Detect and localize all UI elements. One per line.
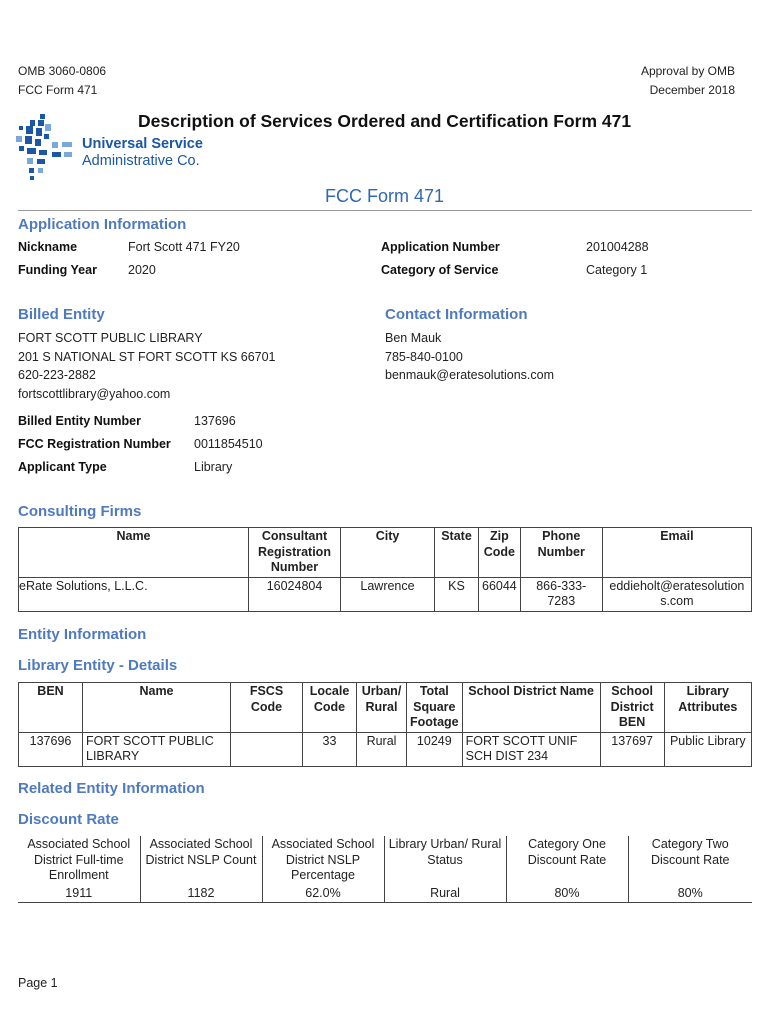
contact-name: Ben Mauk [385,331,442,345]
consultant-state: KS [435,577,479,611]
omb-number: OMB 3060-0806 [18,64,107,78]
category-two-rate-value: 80% [628,885,752,903]
form-title: FCC Form 471 [325,186,445,206]
form-name: FCC Form 471 [18,83,98,97]
header-urban-rural-status: Library Urban/ Rural Status [384,836,506,885]
entity-fscs-code [231,732,303,766]
header-enrollment: Associated School District Full-time Enrollment [27,837,131,882]
header-school-district-ben: School District BEN [600,683,664,733]
entity-school-district-ben: 137697 [600,732,664,766]
urban-rural-status-value: Rural [384,885,506,903]
header-city: City [341,528,435,578]
consultant-name: eRate Solutions, L.L.C. [19,577,249,611]
header-email: Email [602,528,751,578]
contact-phone: 785-840-0100 [385,349,463,364]
category-label: Category of Service [381,263,499,277]
funding-year-label: Funding Year [18,263,97,277]
consultant-phone: 866-333-7283 [520,577,602,611]
header-zip: Zip Code [479,528,521,578]
nickname-value: Fort Scott 471 FY20 [128,240,240,254]
header-name: Name [83,683,231,733]
section-billed-entity: Billed Entity [18,306,105,323]
header-ben: BEN [19,683,83,733]
ben-label: Billed Entity Number [18,414,141,428]
contact-details [385,329,554,385]
header-category-two-rate: Category Two Discount Rate [628,836,752,885]
applicant-type-label: Applicant Type [18,460,107,474]
nslp-percentage-value: 62.0% [262,885,384,903]
ben-value: 137696 [194,414,236,428]
consultant-zip: 66044 [479,577,521,611]
table-row [18,885,752,903]
application-number-label: Application Number [381,240,500,254]
omb-header-left [18,62,106,100]
application-number-value: 201004288 [586,240,649,254]
discount-rate-table [18,836,752,903]
billed-entity-email: fortscottlibrary@yahoo.com [18,386,171,401]
header-urban-rural: Urban/ Rural [357,683,407,733]
fcc-registration-label: FCC Registration Number [18,437,171,451]
library-entity-table [18,682,752,767]
billed-entity-phone: 620-223-2882 [18,368,96,382]
entity-ben: 137696 [19,732,83,766]
section-application-information: Application Information [18,216,187,233]
divider [18,210,752,211]
logo-line-2: Administrative Co. [82,153,200,169]
fcc-registration-value: 0011854510 [194,437,263,451]
header-school-district-name: School District Name [462,683,600,733]
section-discount-rate: Discount Rate [18,811,119,828]
section-entity-information: Entity Information [18,626,147,643]
billed-entity-address: 201 S NATIONAL ST FORT SCOTT KS 66701 [18,349,276,364]
document-title: Description of Services Ordered and Certification Form 471 [138,111,632,131]
header-fscs-code: FSCS Code [231,683,303,733]
approval-date: December 2018 [649,83,735,97]
table-row [19,577,752,611]
omb-header-right [641,62,735,100]
enrollment-value: 1911 [18,885,140,903]
table-header-row [18,836,752,885]
contact-email: benmauk@eratesolutions.com [385,368,555,382]
nslp-count-value: 1182 [140,885,262,903]
header-square-footage: Total Square Footage [407,683,463,733]
consultant-city: Lawrence [341,577,435,611]
usac-logo-icon [16,112,78,184]
header-name: Name [19,528,249,578]
header-registration: Consultant Registration Number [249,528,341,578]
approval-text: Approval by OMB [640,64,735,78]
header-library-attributes: Library Attributes [664,683,751,733]
entity-name: FORT SCOTT PUBLIC LIBRARY [83,732,231,766]
billed-entity-details [18,329,276,403]
table-row [19,732,752,766]
logo-line-1: Universal Service [82,136,203,152]
section-related-entity-information: Related Entity Information [18,780,205,797]
section-consulting-firms: Consulting Firms [18,503,142,520]
entity-square-footage: 10249 [407,732,463,766]
nickname-label: Nickname [18,240,78,254]
category-value: Category 1 [586,263,648,277]
header-nslp-count: Associated School District NSLP Count [140,836,262,885]
header-phone: Phone Number [520,528,602,578]
consulting-firms-table [18,527,752,612]
funding-year-value: 2020 [128,263,156,277]
category-one-rate-value: 80% [506,885,628,903]
header-nslp-percentage: Associated School District NSLP Percentage [262,836,384,885]
consultant-email: eddieholt@eratesolutions.com [602,577,751,611]
page-number: Page 1 [18,976,58,990]
entity-school-district-name: FORT SCOTT UNIF SCH DIST 234 [462,732,600,766]
entity-library-attributes: Public Library [664,732,751,766]
header-state: State [435,528,479,578]
table-header-row [19,528,752,578]
billed-entity-name: FORT SCOTT PUBLIC LIBRARY [18,331,203,345]
section-library-entity-details: Library Entity - Details [18,657,178,674]
consultant-registration: 16024804 [249,577,341,611]
entity-urban-rural: Rural [357,732,407,766]
table-header-row [19,683,752,733]
header-locale-code: Locale Code [303,683,357,733]
entity-locale-code: 33 [303,732,357,766]
section-contact-information: Contact Information [385,306,528,323]
header-category-one-rate: Category One Discount Rate [506,836,628,885]
applicant-type-value: Library [194,460,233,474]
